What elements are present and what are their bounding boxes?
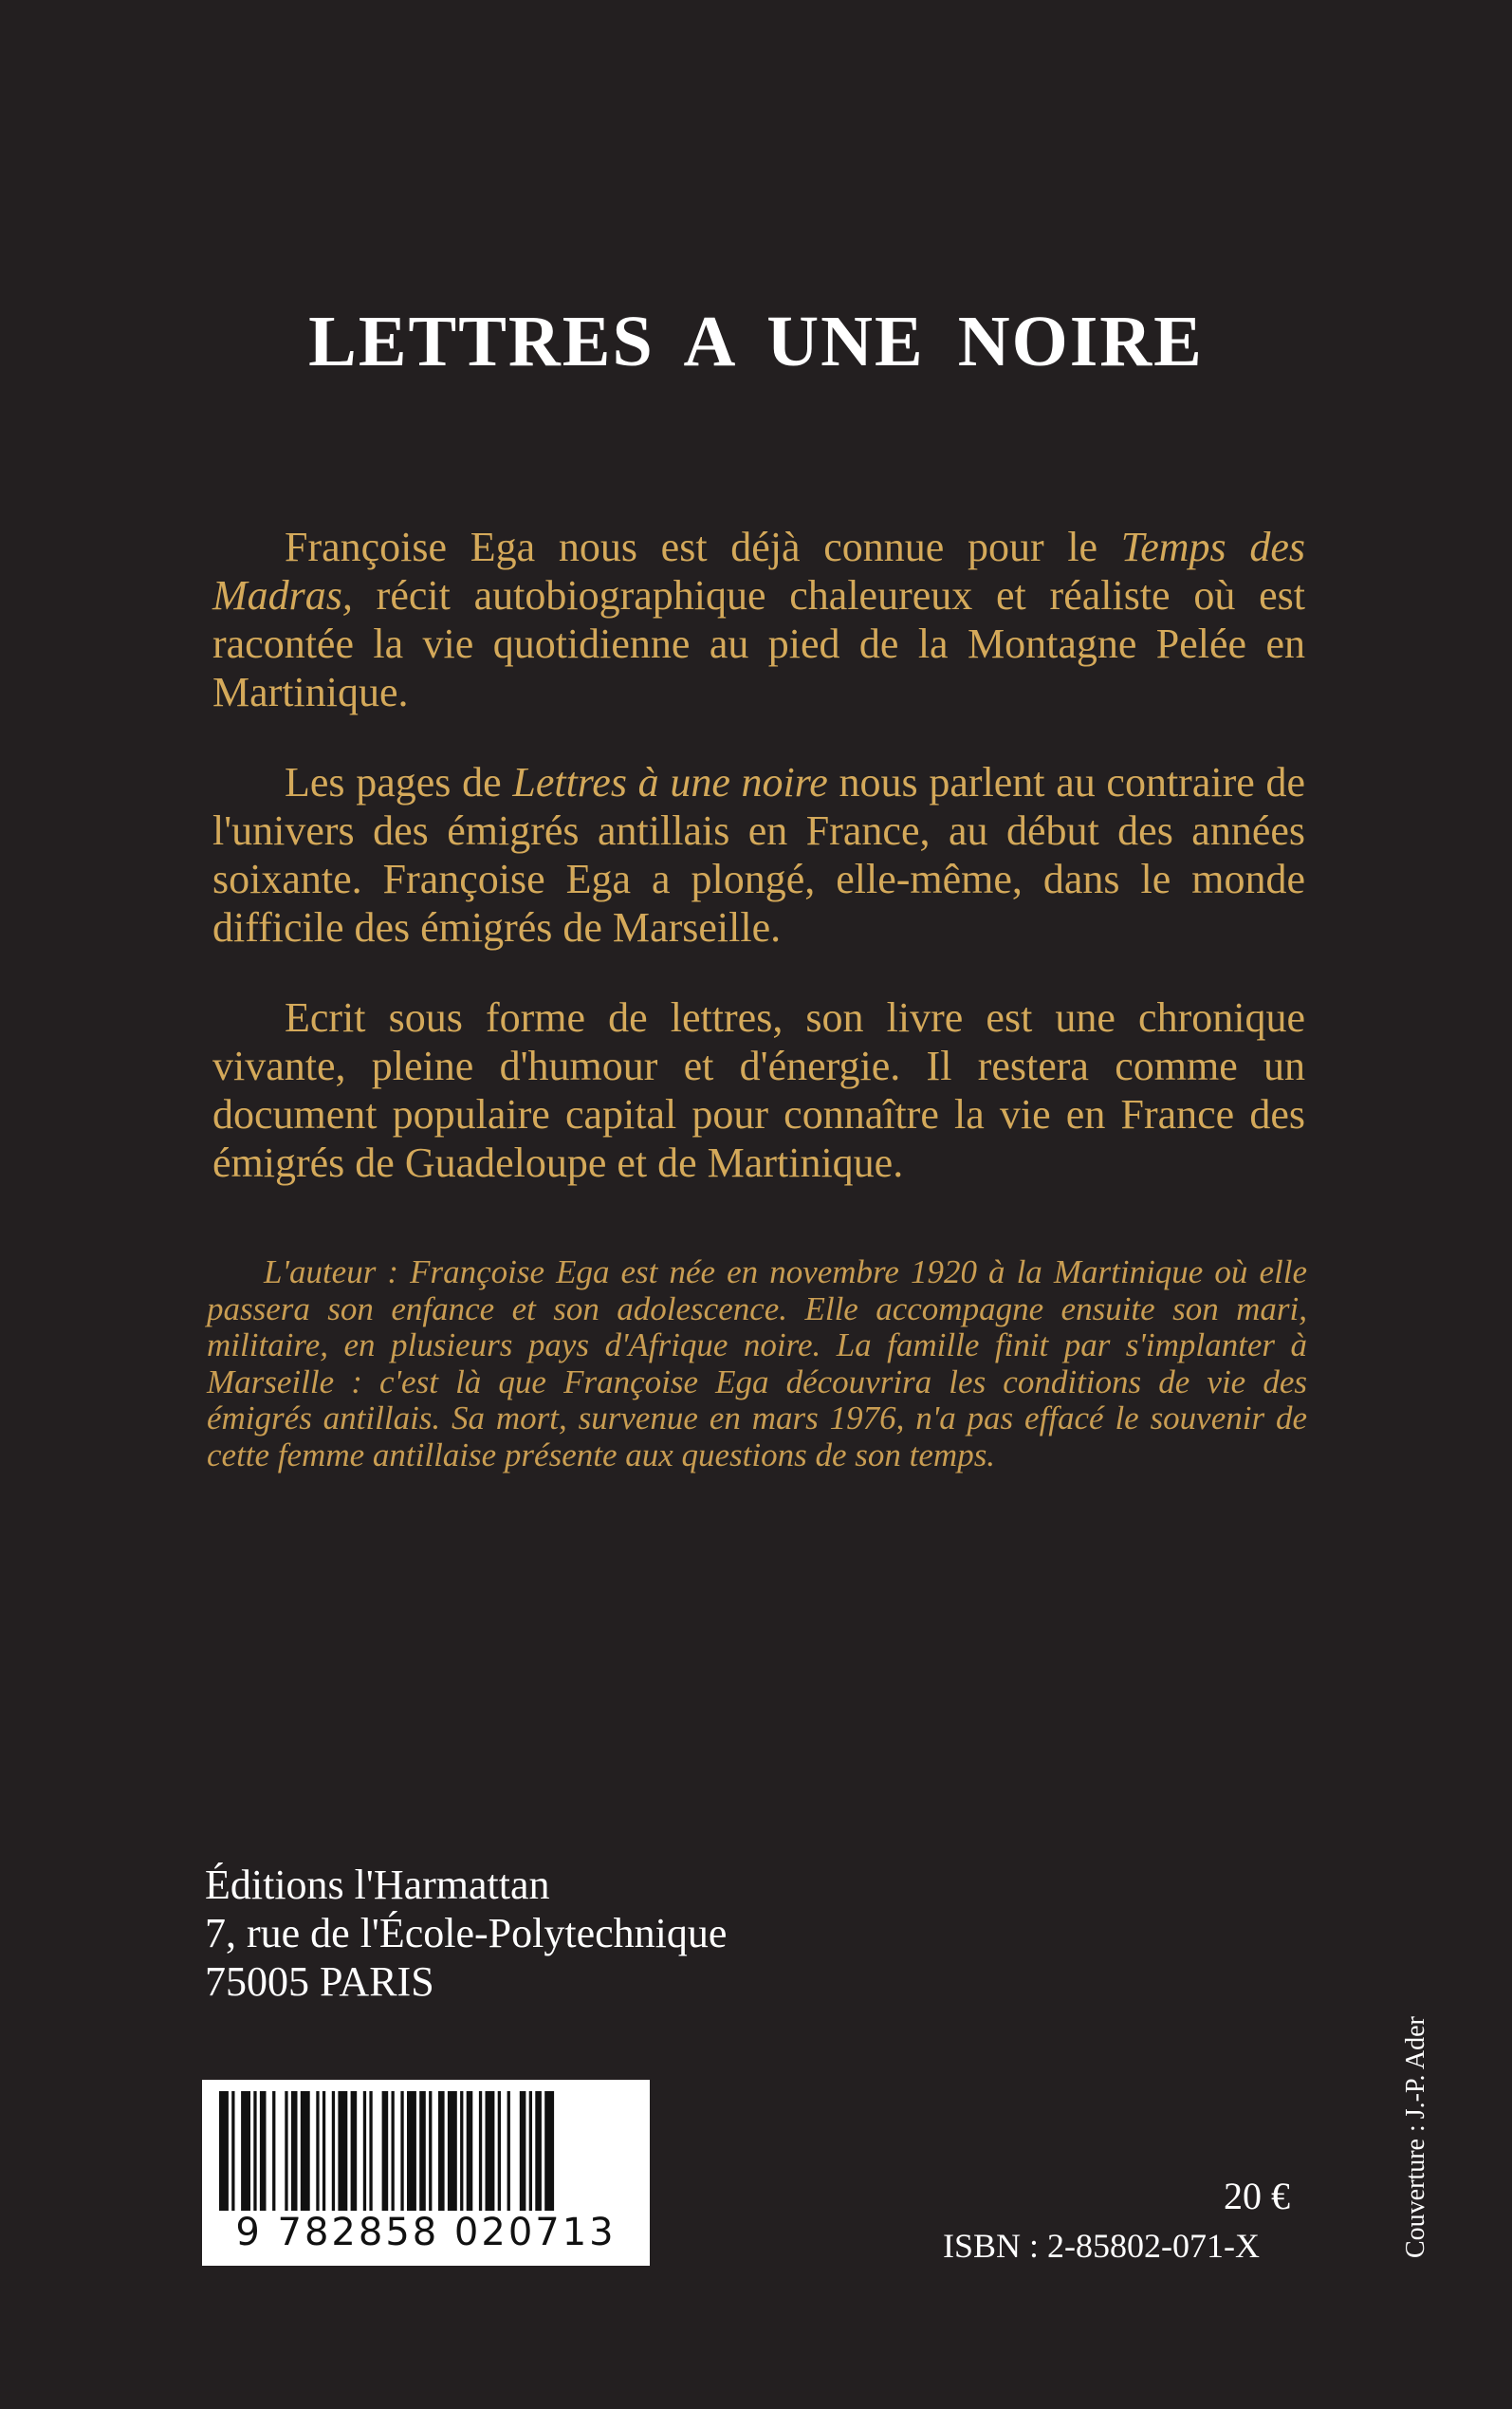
blurb-paragraph-2: Les pages de Lettres à une noire nous parlent au contraire de l'univers des émigrés antillais en France, au début des années soixante. Françoise Ega a plongé, elle-même, dans le monde difficile des émigrés de Marseille. — [212, 759, 1305, 951]
barcode-bar — [479, 2091, 482, 2214]
barcode-bar — [460, 2091, 463, 2214]
barcode-bar — [448, 2091, 457, 2214]
barcode-bar — [429, 2091, 432, 2214]
blurb-paragraph-3: Ecrit sous forme de lettres, son livre est une chronique vivante, pleine d'humour et d'énergie. Il restera comme un document populaire capital pour connaître la vie en France des émigrés de Guadeloupe et de Martinique. — [212, 994, 1305, 1186]
barcode-bar — [438, 2091, 445, 2214]
barcode-bar — [231, 2091, 234, 2214]
barcode — [202, 2080, 650, 2266]
barcode-bar — [369, 2091, 372, 2214]
barcode-bar — [535, 2091, 542, 2214]
barcode-bar — [467, 2091, 473, 2214]
publisher-address — [205, 1861, 727, 2006]
barcode-bar — [291, 2091, 298, 2214]
barcode-bar — [407, 2091, 416, 2214]
barcode-bar — [285, 2091, 287, 2214]
barcode-bar — [301, 2091, 310, 2214]
barcode-bar — [260, 2091, 267, 2214]
barcode-bar — [507, 2091, 510, 2214]
barcode-bar — [382, 2091, 389, 2214]
cover-credit — [1400, 2011, 1432, 2258]
barcode-bar — [486, 2091, 495, 2214]
barcode-bar — [544, 2091, 554, 2214]
barcode-bar — [338, 2091, 347, 2214]
cover-credit-name: J.-P. Ader — [1401, 2016, 1430, 2120]
barcode-bar — [241, 2091, 250, 2214]
publisher-street: 7, rue de l'École-Polytechnique — [205, 1910, 728, 1956]
blurb — [212, 523, 1305, 1187]
blurb-paragraph-1: Françoise Ega nous est déjà connue pour le Temps des Madras, récit autobiographique chaleureux et réaliste où est racontée la vie quotidienne au pied de la Montagne Pelée en Martinique. — [212, 524, 1306, 715]
author-note: L'auteur : Françoise Ega est née en novembre 1920 à la Martinique où elle passera son enfance et son adolescence. Elle accompagne ensuite son mari, militaire, en plusieurs pays d'Afrique noire. La famille finit par s'implanter à Marseille : c'est là que Françoise Ega découvrira les conditions de vie des émigrés antillais. Sa mort, survenue en mars 1976, n'a pas effacé le souvenir de cette femme antillaise présente aux questions de son temps. — [207, 1253, 1307, 1473]
barcode-bar — [332, 2091, 335, 2214]
barcode-bar — [419, 2091, 426, 2214]
barcode-digits: 9 782858 020713 — [202, 2211, 650, 2254]
barcode-bar — [323, 2091, 325, 2214]
barcode-bar — [400, 2091, 403, 2214]
barcode-bar — [253, 2091, 256, 2214]
barcode-bar — [219, 2091, 229, 2214]
barcode-bar — [498, 2091, 501, 2214]
publisher-city: 75005 PARIS — [205, 1958, 434, 2005]
barcode-bar — [316, 2091, 319, 2214]
barcode-bar — [363, 2091, 366, 2214]
barcode-bar — [351, 2091, 358, 2214]
barcode-bar — [520, 2091, 526, 2214]
barcode-bar — [272, 2091, 275, 2214]
barcode-bar — [392, 2091, 395, 2214]
price: 20 € — [1224, 2175, 1290, 2217]
cover-credit-label: Couverture : — [1401, 2124, 1430, 2258]
barcode-bar — [529, 2091, 532, 2214]
publisher-name: Éditions l'Harmattan — [205, 1862, 550, 1908]
isbn: ISBN : 2-85802-071-X — [943, 2227, 1260, 2265]
book-title-reference: Temps des Madras, — [212, 524, 1306, 619]
book-title-reference: Lettres à une noire — [512, 759, 828, 806]
book-title: LETTRES A UNE NOIRE — [308, 302, 1204, 381]
